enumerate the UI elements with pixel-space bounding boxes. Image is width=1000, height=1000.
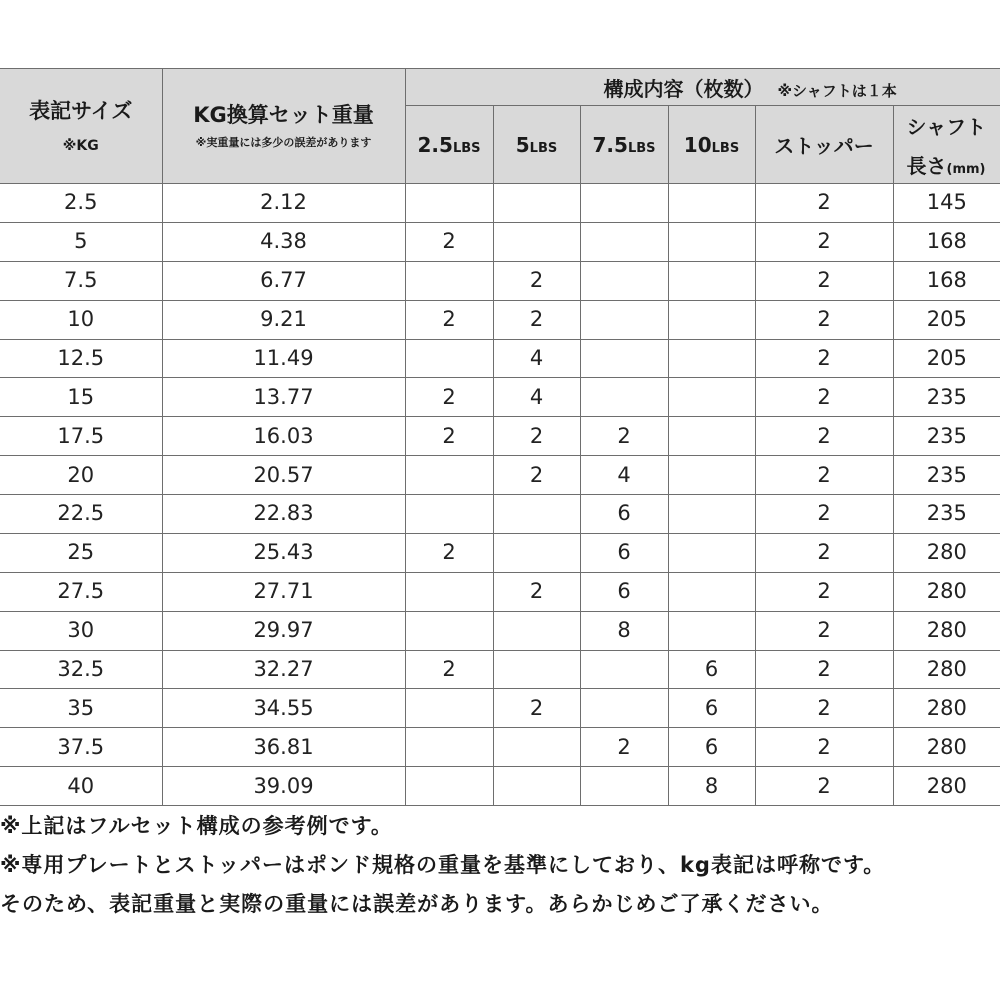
weight-cell: 25.43 [162, 533, 405, 572]
weight-cell: 32.27 [162, 650, 405, 689]
header-composition [405, 69, 1000, 106]
shaft-length-cell: 235 [893, 417, 1000, 456]
stopper-cell: 2 [755, 456, 893, 495]
plate-5lbs-cell [493, 533, 580, 572]
plate-unit-label: LBS [711, 140, 740, 156]
weight-cell: 4.38 [162, 222, 405, 261]
table-row [0, 572, 1000, 611]
plate-5lbs-cell: 2 [493, 417, 580, 456]
plate-5lbs-cell [493, 767, 580, 806]
weight-cell: 11.49 [162, 339, 405, 378]
size-cell: 20 [0, 456, 162, 495]
header-row-top [0, 69, 1000, 106]
size-cell: 15 [0, 378, 162, 417]
weight-cell: 27.71 [162, 572, 405, 611]
plate-7-5lbs-cell [580, 184, 668, 223]
plate-7-5lbs-cell [580, 222, 668, 261]
shaft-length-cell: 280 [893, 689, 1000, 728]
size-cell: 27.5 [0, 572, 162, 611]
plate-2-5lbs-cell: 2 [405, 650, 493, 689]
shaft-length-cell: 205 [893, 339, 1000, 378]
size-cell: 35 [0, 689, 162, 728]
plate-unit-label: LBS [627, 140, 656, 156]
weight-spec-table [0, 68, 1000, 806]
table-row [0, 728, 1000, 767]
plate-7-5lbs-cell [580, 689, 668, 728]
header-weight [162, 69, 405, 184]
length-unit-label: (mm) [946, 161, 986, 177]
plate-10lbs-cell: 6 [668, 689, 755, 728]
plate-5lbs-cell [493, 222, 580, 261]
size-cell: 25 [0, 533, 162, 572]
plate-10lbs-cell [668, 261, 755, 300]
table-row [0, 456, 1000, 495]
stopper-cell: 2 [755, 261, 893, 300]
plate-7-5lbs-cell: 4 [580, 456, 668, 495]
header-stopper [755, 106, 893, 184]
shaft-length-cell: 235 [893, 495, 1000, 534]
plate-unit-label: LBS [452, 140, 481, 156]
stopper-cell: 2 [755, 728, 893, 767]
size-cell: 30 [0, 611, 162, 650]
plate-10lbs-cell: 8 [668, 767, 755, 806]
stopper-cell: 2 [755, 417, 893, 456]
table-body [0, 184, 1000, 806]
plate-10lbs-cell [668, 184, 755, 223]
size-cell: 2.5 [0, 184, 162, 223]
shaft-length-cell: 280 [893, 611, 1000, 650]
size-cell: 22.5 [0, 495, 162, 534]
table-row [0, 533, 1000, 572]
plate-10lbs-cell [668, 222, 755, 261]
stopper-cell: 2 [755, 650, 893, 689]
table-row [0, 650, 1000, 689]
plate-2-5lbs-cell: 2 [405, 300, 493, 339]
plate-10lbs-cell [668, 339, 755, 378]
plate-5lbs-cell [493, 650, 580, 689]
table-row [0, 261, 1000, 300]
weight-cell: 9.21 [162, 300, 405, 339]
table-row [0, 184, 1000, 223]
stopper-cell: 2 [755, 572, 893, 611]
table-row [0, 611, 1000, 650]
stopper-cell: 2 [755, 300, 893, 339]
header-size [0, 69, 162, 184]
plate-10lbs-cell [668, 572, 755, 611]
header-plate-2-5lbs [405, 106, 493, 184]
plate-7-5lbs-cell [580, 378, 668, 417]
weight-cell: 16.03 [162, 417, 405, 456]
plate-10lbs-cell [668, 378, 755, 417]
plate-7-5lbs-cell [580, 650, 668, 689]
size-cell: 10 [0, 300, 162, 339]
footnote: そのため、表記重量と実際の重量には誤差があります。あらかじめご了承ください。 [0, 892, 834, 916]
plate-2-5lbs-cell: 2 [405, 417, 493, 456]
weight-cell: 22.83 [162, 495, 405, 534]
table-row [0, 767, 1000, 806]
footnote: ※上記はフルセット構成の参考例です。 [0, 814, 393, 838]
plate-2-5lbs-cell [405, 495, 493, 534]
size-cell: 40 [0, 767, 162, 806]
plate-2-5lbs-cell [405, 456, 493, 495]
size-cell: 37.5 [0, 728, 162, 767]
size-cell: 7.5 [0, 261, 162, 300]
plate-5lbs-cell: 2 [493, 261, 580, 300]
table-row [0, 689, 1000, 728]
table-row [0, 495, 1000, 534]
header-plate-10lbs [668, 106, 755, 184]
stopper-cell: 2 [755, 611, 893, 650]
plate-10lbs-cell [668, 300, 755, 339]
shaft-header-stack [907, 111, 1000, 179]
plate-7-5lbs-cell: 6 [580, 572, 668, 611]
plate-10lbs-cell [668, 611, 755, 650]
weight-cell: 6.77 [162, 261, 405, 300]
header-weight-stack [163, 103, 405, 150]
plate-10lbs-cell: 6 [668, 650, 755, 689]
plate-5lbs-cell: 2 [493, 572, 580, 611]
plate-7-5lbs-cell [580, 300, 668, 339]
footnote: ※専用プレートとストッパーはポンド規格の重量を基準にしており、kg表記は呼称です。 [0, 853, 886, 877]
plate-weight-label: 5 [515, 132, 530, 157]
plate-5lbs-cell: 2 [493, 300, 580, 339]
weight-cell: 34.55 [162, 689, 405, 728]
shaft-length-cell: 280 [893, 533, 1000, 572]
weight-cell: 20.57 [162, 456, 405, 495]
table-row [0, 417, 1000, 456]
stopper-cell: 2 [755, 184, 893, 223]
shaft-length-cell: 168 [893, 261, 1000, 300]
weight-cell: 13.77 [162, 378, 405, 417]
plate-7-5lbs-cell [580, 261, 668, 300]
plate-5lbs-cell [493, 611, 580, 650]
weight-cell: 2.12 [162, 184, 405, 223]
plate-10lbs-cell [668, 533, 755, 572]
plate-unit-label: LBS [529, 140, 558, 156]
stopper-cell: 2 [755, 533, 893, 572]
shaft-length-cell: 235 [893, 456, 1000, 495]
shaft-label: シャフト [906, 114, 987, 139]
plate-5lbs-cell: 2 [493, 689, 580, 728]
plate-5lbs-cell [493, 728, 580, 767]
shaft-length-cell: 280 [893, 572, 1000, 611]
shaft-count-note: ※シャフトは１本 [777, 81, 897, 100]
length-label: 長さ [906, 153, 947, 178]
size-cell: 17.5 [0, 417, 162, 456]
plate-2-5lbs-cell [405, 611, 493, 650]
plate-5lbs-cell: 4 [493, 339, 580, 378]
plate-weight-label: 10 [683, 132, 712, 157]
header-plate-7-5lbs [580, 106, 668, 184]
plate-5lbs-cell: 2 [493, 456, 580, 495]
shaft-length-cell: 145 [893, 184, 1000, 223]
weight-cell: 36.81 [162, 728, 405, 767]
plate-2-5lbs-cell [405, 728, 493, 767]
header-plate-5lbs [493, 106, 580, 184]
plate-weight-label: 7.5 [592, 132, 628, 157]
shaft-length-line [907, 150, 1000, 179]
plate-2-5lbs-cell: 2 [405, 378, 493, 417]
plate-10lbs-cell: 6 [668, 728, 755, 767]
size-cell: 5 [0, 222, 162, 261]
plate-7-5lbs-cell: 8 [580, 611, 668, 650]
plate-7-5lbs-cell: 2 [580, 417, 668, 456]
plate-2-5lbs-cell [405, 572, 493, 611]
shaft-length-cell: 205 [893, 300, 1000, 339]
table-row [0, 222, 1000, 261]
stopper-cell: 2 [755, 222, 893, 261]
shaft-length-cell: 280 [893, 767, 1000, 806]
stopper-cell: 2 [755, 689, 893, 728]
composition-title: 構成内容（枚数） [603, 76, 764, 101]
table-row [0, 378, 1000, 417]
weight-cell: 39.09 [162, 767, 405, 806]
weight-error-note: ※実重量には多少の誤差があります [195, 135, 372, 149]
size-cell: 32.5 [0, 650, 162, 689]
table-row [0, 339, 1000, 378]
plate-7-5lbs-cell: 6 [580, 495, 668, 534]
shaft-length-cell: 280 [893, 650, 1000, 689]
stopper-cell: 2 [755, 378, 893, 417]
plate-2-5lbs-cell [405, 261, 493, 300]
weight-cell: 29.97 [162, 611, 405, 650]
stopper-cell: 2 [755, 339, 893, 378]
stopper-cell: 2 [755, 767, 893, 806]
plate-10lbs-cell [668, 495, 755, 534]
plate-7-5lbs-cell [580, 767, 668, 806]
stopper-label: ストッパー [774, 134, 874, 158]
plate-10lbs-cell [668, 417, 755, 456]
plate-7-5lbs-cell [580, 339, 668, 378]
plate-2-5lbs-cell [405, 184, 493, 223]
plate-7-5lbs-cell: 6 [580, 533, 668, 572]
plate-2-5lbs-cell [405, 767, 493, 806]
shaft-length-cell: 235 [893, 378, 1000, 417]
header-size-stack [0, 99, 162, 154]
size-title: 表記サイズ [29, 98, 133, 123]
plate-2-5lbs-cell: 2 [405, 533, 493, 572]
plate-2-5lbs-cell [405, 689, 493, 728]
plate-7-5lbs-cell: 2 [580, 728, 668, 767]
plate-2-5lbs-cell [405, 339, 493, 378]
plate-2-5lbs-cell: 2 [405, 222, 493, 261]
shaft-length-cell: 168 [893, 222, 1000, 261]
plate-10lbs-cell [668, 456, 755, 495]
footnotes [0, 807, 1000, 924]
stopper-cell: 2 [755, 495, 893, 534]
plate-5lbs-cell [493, 184, 580, 223]
plate-weight-label: 2.5 [417, 132, 453, 157]
weight-title: KG換算セット重量 [193, 102, 374, 127]
shaft-length-cell: 280 [893, 728, 1000, 767]
plate-5lbs-cell: 4 [493, 378, 580, 417]
table-row [0, 300, 1000, 339]
table-header [0, 69, 1000, 184]
plate-5lbs-cell [493, 495, 580, 534]
size-unit-note: ※KG [62, 137, 99, 154]
size-cell: 12.5 [0, 339, 162, 378]
header-shaft-length [893, 106, 1000, 184]
